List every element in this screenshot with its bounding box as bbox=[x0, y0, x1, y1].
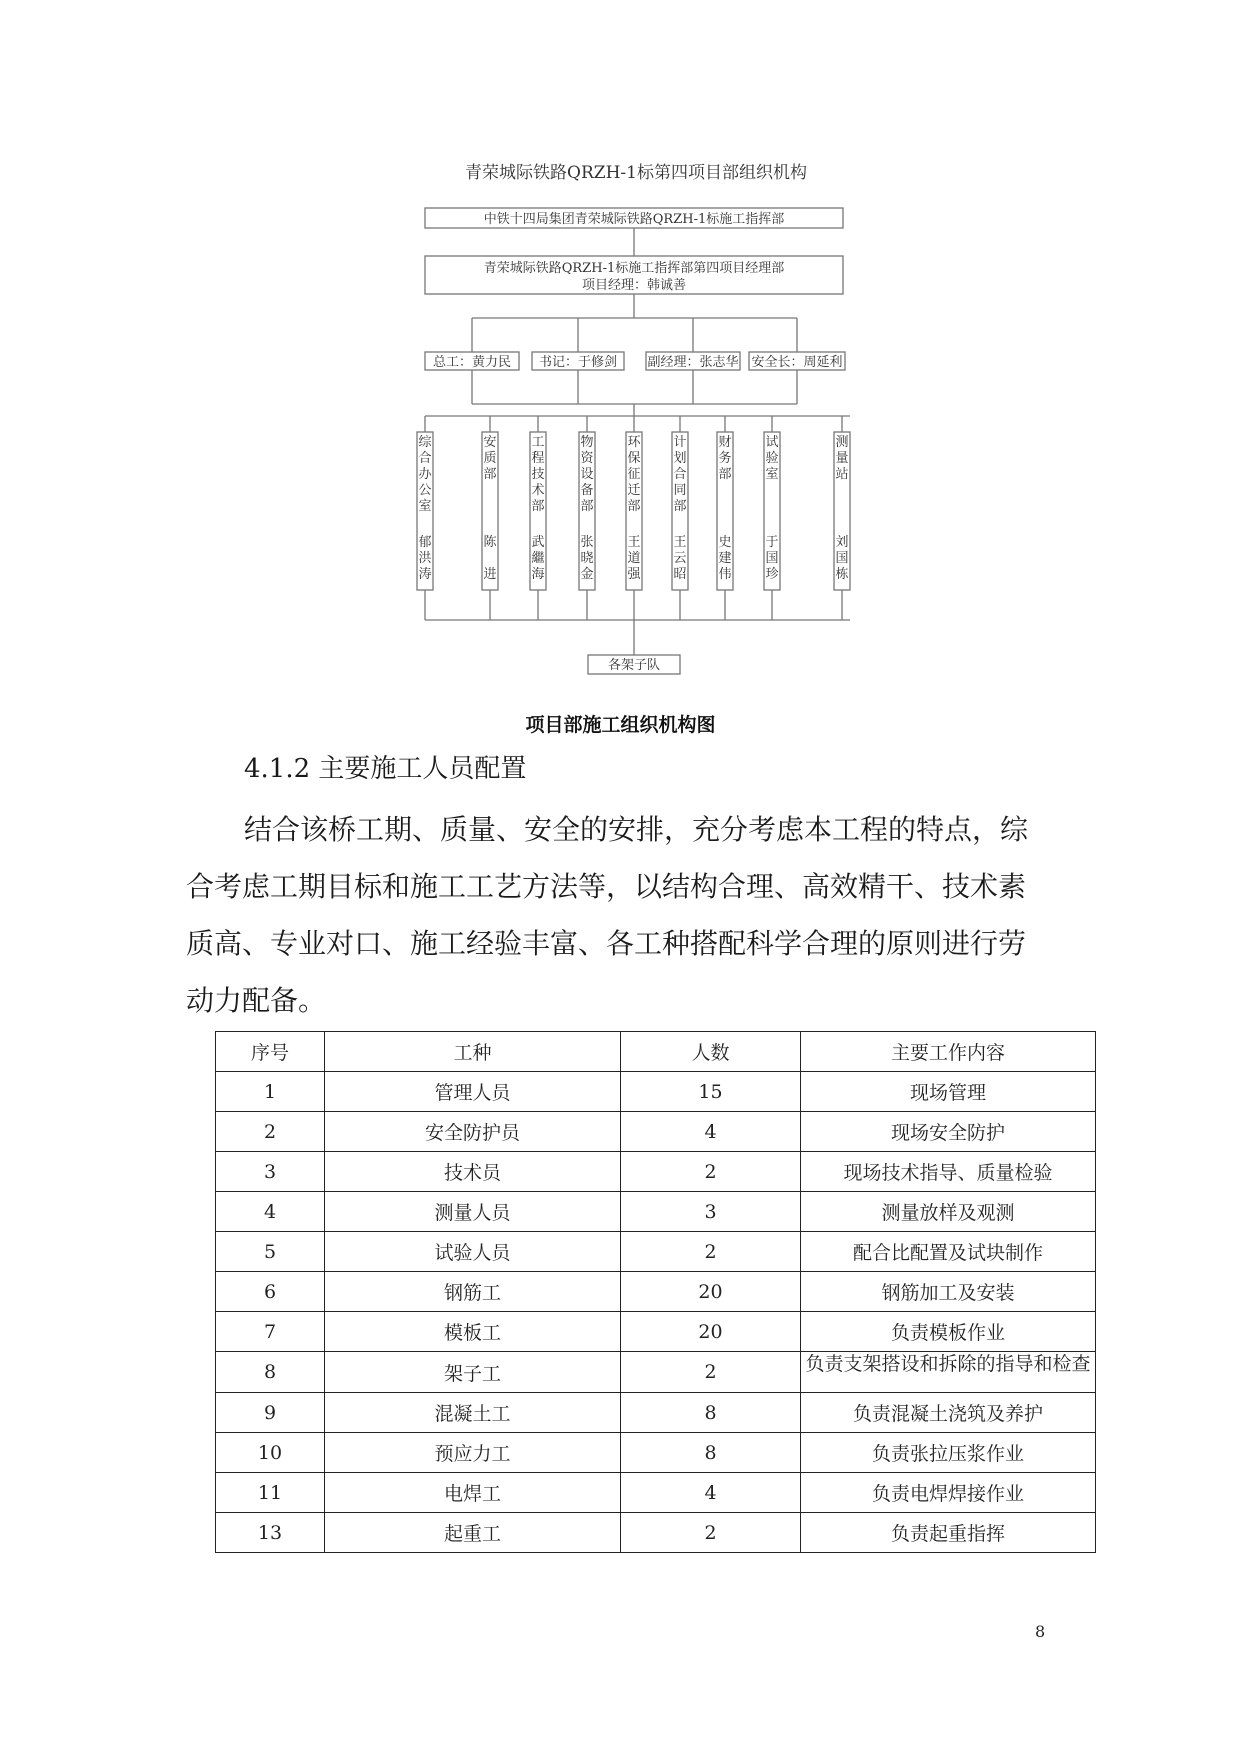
paragraph-line: 动力配备。 bbox=[186, 984, 327, 1017]
row-trade: 管理人员 bbox=[325, 1072, 621, 1112]
org-chart-title: 青荣城际铁路QRZH-1标第四项目部组织机构 bbox=[465, 163, 807, 183]
row-count: 2 bbox=[621, 1352, 801, 1393]
org-box-safety-director-label: 安全长：周延利 bbox=[751, 355, 843, 370]
org-box-deputy-manager-label: 副经理：张志华 bbox=[647, 355, 739, 370]
row-trade: 试验人员 bbox=[325, 1232, 621, 1272]
org-box-project-manager-line2: 项目经理：韩诚善 bbox=[581, 278, 687, 293]
row-duties: 负责混凝土浇筑及养护 bbox=[801, 1393, 1096, 1433]
row-trade: 模板工 bbox=[325, 1312, 621, 1352]
org-department-head: 王道强 bbox=[627, 535, 641, 582]
org-department-name: 试验室 bbox=[765, 435, 779, 482]
org-department-name: 测量站 bbox=[835, 435, 849, 482]
paragraph-line: 质高、专业对口、施工经验丰富、各工种搭配科学合理的原则进行劳 bbox=[186, 927, 1027, 960]
column-header-count: 人数 bbox=[621, 1032, 801, 1072]
table-row bbox=[216, 1433, 1096, 1473]
org-box-headquarters-label: 中铁十四局集团青荣城际铁路QRZH-1标施工指挥部 bbox=[483, 212, 785, 227]
org-department-name: 财务部 bbox=[718, 435, 732, 482]
row-count: 4 bbox=[621, 1112, 801, 1152]
org-box-project-manager-line1: 青荣城际铁路QRZH-1标施工指挥部第四项目经理部 bbox=[483, 261, 785, 276]
row-trade: 测量人员 bbox=[325, 1192, 621, 1232]
row-duties: 现场安全防护 bbox=[801, 1112, 1096, 1152]
row-count: 20 bbox=[621, 1312, 801, 1352]
row-duties: 测量放样及观测 bbox=[801, 1192, 1096, 1232]
table-row bbox=[216, 1272, 1096, 1312]
page-number: 8 bbox=[1035, 1622, 1046, 1641]
row-no: 5 bbox=[216, 1232, 325, 1272]
row-no: 4 bbox=[216, 1192, 325, 1232]
table-row bbox=[216, 1352, 1096, 1393]
org-department-head: 张晓金 bbox=[580, 535, 594, 582]
row-count: 4 bbox=[621, 1473, 801, 1513]
org-department-head: 郁洪涛 bbox=[418, 535, 432, 582]
row-trade: 架子工 bbox=[325, 1352, 621, 1393]
paragraph-line: 合考虑工期目标和施工工艺方法等，以结构合理、高效精干、技术素 bbox=[186, 870, 1027, 903]
row-no: 10 bbox=[216, 1433, 325, 1473]
row-trade: 混凝土工 bbox=[325, 1393, 621, 1433]
org-departments bbox=[417, 416, 850, 620]
row-duties: 配合比配置及试块制作 bbox=[801, 1232, 1096, 1272]
row-count: 2 bbox=[621, 1513, 801, 1553]
row-no: 3 bbox=[216, 1152, 325, 1192]
row-no: 9 bbox=[216, 1393, 325, 1433]
row-count: 20 bbox=[621, 1272, 801, 1312]
table-row bbox=[216, 1312, 1096, 1352]
row-no: 11 bbox=[216, 1473, 325, 1513]
row-no: 6 bbox=[216, 1272, 325, 1312]
org-box-party-secretary-label: 书记：于修剑 bbox=[538, 355, 618, 370]
table-row bbox=[216, 1513, 1096, 1553]
org-department-name: 环保征迁部 bbox=[627, 435, 641, 514]
paragraph-line: 结合该桥工期、质量、安全的安排，充分考虑本工程的特点，综 bbox=[244, 813, 1029, 846]
row-duties: 现场技术指导、质量检验 bbox=[801, 1152, 1096, 1192]
org-department-name: 工程技术部 bbox=[531, 435, 545, 514]
row-trade: 电焊工 bbox=[325, 1473, 621, 1513]
row-count: 15 bbox=[621, 1072, 801, 1112]
row-trade: 起重工 bbox=[325, 1513, 621, 1553]
table-row bbox=[216, 1232, 1096, 1272]
column-header-no: 序号 bbox=[216, 1032, 325, 1072]
table-row bbox=[216, 1072, 1096, 1112]
row-trade: 安全防护员 bbox=[325, 1112, 621, 1152]
row-duties: 负责模板作业 bbox=[801, 1312, 1096, 1352]
row-count: 2 bbox=[621, 1152, 801, 1192]
org-chart bbox=[0, 0, 1241, 700]
org-department-head: 史建伟 bbox=[718, 535, 732, 582]
org-department-head: 陈进 bbox=[483, 535, 497, 582]
section-heading: 4.1.2 主要施工人员配置 bbox=[244, 754, 527, 784]
org-box-chief-engineer-label: 总工：黄力民 bbox=[432, 355, 512, 370]
row-duties-text: 负责支架搭设和拆除的指导和检查 bbox=[805, 1353, 1091, 1375]
org-box-scaffold-teams-label: 各架子队 bbox=[607, 658, 661, 673]
row-duties: 负责张拉压浆作业 bbox=[801, 1433, 1096, 1473]
row-duties: 钢筋加工及安装 bbox=[801, 1272, 1096, 1312]
table-row bbox=[216, 1152, 1096, 1192]
org-department-name: 计划合同部 bbox=[673, 435, 687, 514]
row-count: 8 bbox=[621, 1393, 801, 1433]
row-no: 1 bbox=[216, 1072, 325, 1112]
row-count: 3 bbox=[621, 1192, 801, 1232]
org-department-head: 于国珍 bbox=[765, 535, 779, 582]
org-department-name: 综合办公室 bbox=[418, 435, 432, 514]
row-duties: 负责起重指挥 bbox=[801, 1513, 1096, 1553]
row-duties bbox=[801, 1352, 1096, 1393]
figure-caption: 项目部施工组织机构图 bbox=[525, 714, 716, 736]
row-duties: 负责电焊焊接作业 bbox=[801, 1473, 1096, 1513]
column-header-trade: 工种 bbox=[325, 1032, 621, 1072]
table-row bbox=[216, 1473, 1096, 1513]
staffing-table bbox=[215, 1031, 1096, 1553]
row-no: 8 bbox=[216, 1352, 325, 1393]
table-row bbox=[216, 1192, 1096, 1232]
row-no: 7 bbox=[216, 1312, 325, 1352]
row-trade: 钢筋工 bbox=[325, 1272, 621, 1312]
org-department-head: 武繼海 bbox=[531, 535, 545, 582]
org-department-name: 物资设备部 bbox=[580, 435, 594, 514]
row-trade: 预应力工 bbox=[325, 1433, 621, 1473]
table-row bbox=[216, 1393, 1096, 1433]
row-no: 2 bbox=[216, 1112, 325, 1152]
table-header-row bbox=[216, 1032, 1096, 1072]
column-header-duties: 主要工作内容 bbox=[801, 1032, 1096, 1072]
org-department-head: 刘国栋 bbox=[835, 535, 849, 582]
row-count: 2 bbox=[621, 1232, 801, 1272]
row-count: 8 bbox=[621, 1433, 801, 1473]
row-no: 13 bbox=[216, 1513, 325, 1553]
row-trade: 技术员 bbox=[325, 1152, 621, 1192]
table-row bbox=[216, 1112, 1096, 1152]
org-department-head: 王云昭 bbox=[673, 535, 687, 582]
row-duties: 现场管理 bbox=[801, 1072, 1096, 1112]
org-department-name: 安质部 bbox=[483, 435, 497, 482]
